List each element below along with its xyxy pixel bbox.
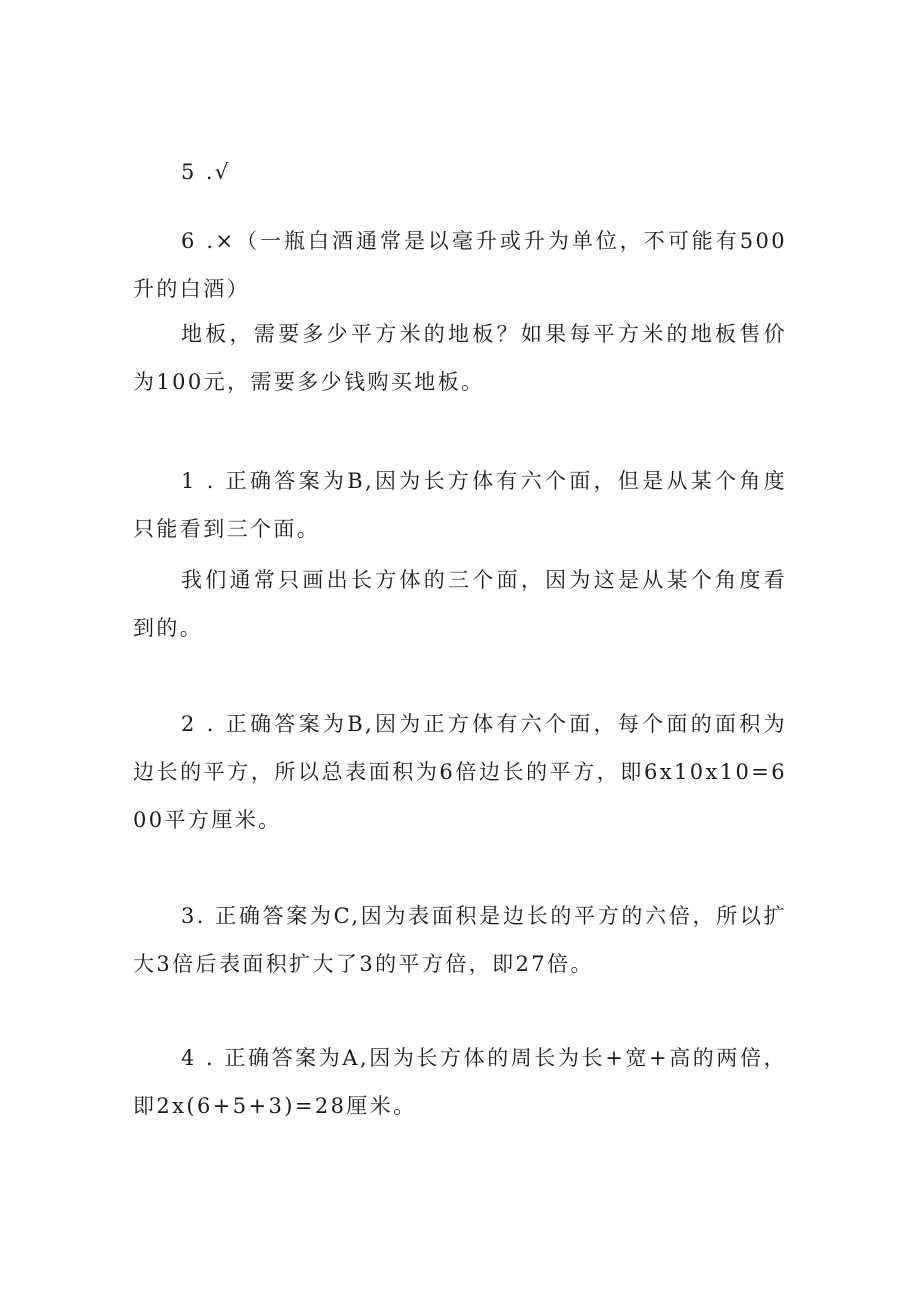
answer-3: 3. 正确答案为C,因为表面积是边长的平方的六倍，所以扩大3倍后表面积扩大了3的平方倍，即27倍。 [133,904,787,976]
answer-4: 4 . 正确答案为A,因为长方体的周长为长+宽+高的两倍，即2x(6+5+3)=28厘米。 [133,1046,787,1118]
floor-question: 地板，需要多少平方米的地板？如果每平方米的地板售价为100元，需要多少钱购买地板。 [133,322,787,394]
answer-2: 2 . 正确答案为B,因为正方体有六个面，每个面的面积为边长的平方，所以总表面积为6倍边长的平方，即6x10x10=600平方厘米。 [133,712,787,832]
answer-1: 1 . 正确答案为B,因为长方体有六个面，但是从某个角度只能看到三个面。 [133,469,787,541]
answer-1-note: 我们通常只画出长方体的三个面，因为这是从某个角度看到的。 [133,568,787,640]
answer-5: 5 .√ [181,160,231,184]
answer-6: 6 .×（一瓶白酒通常是以毫升或升为单位，不可能有500升的白酒） [133,229,787,301]
